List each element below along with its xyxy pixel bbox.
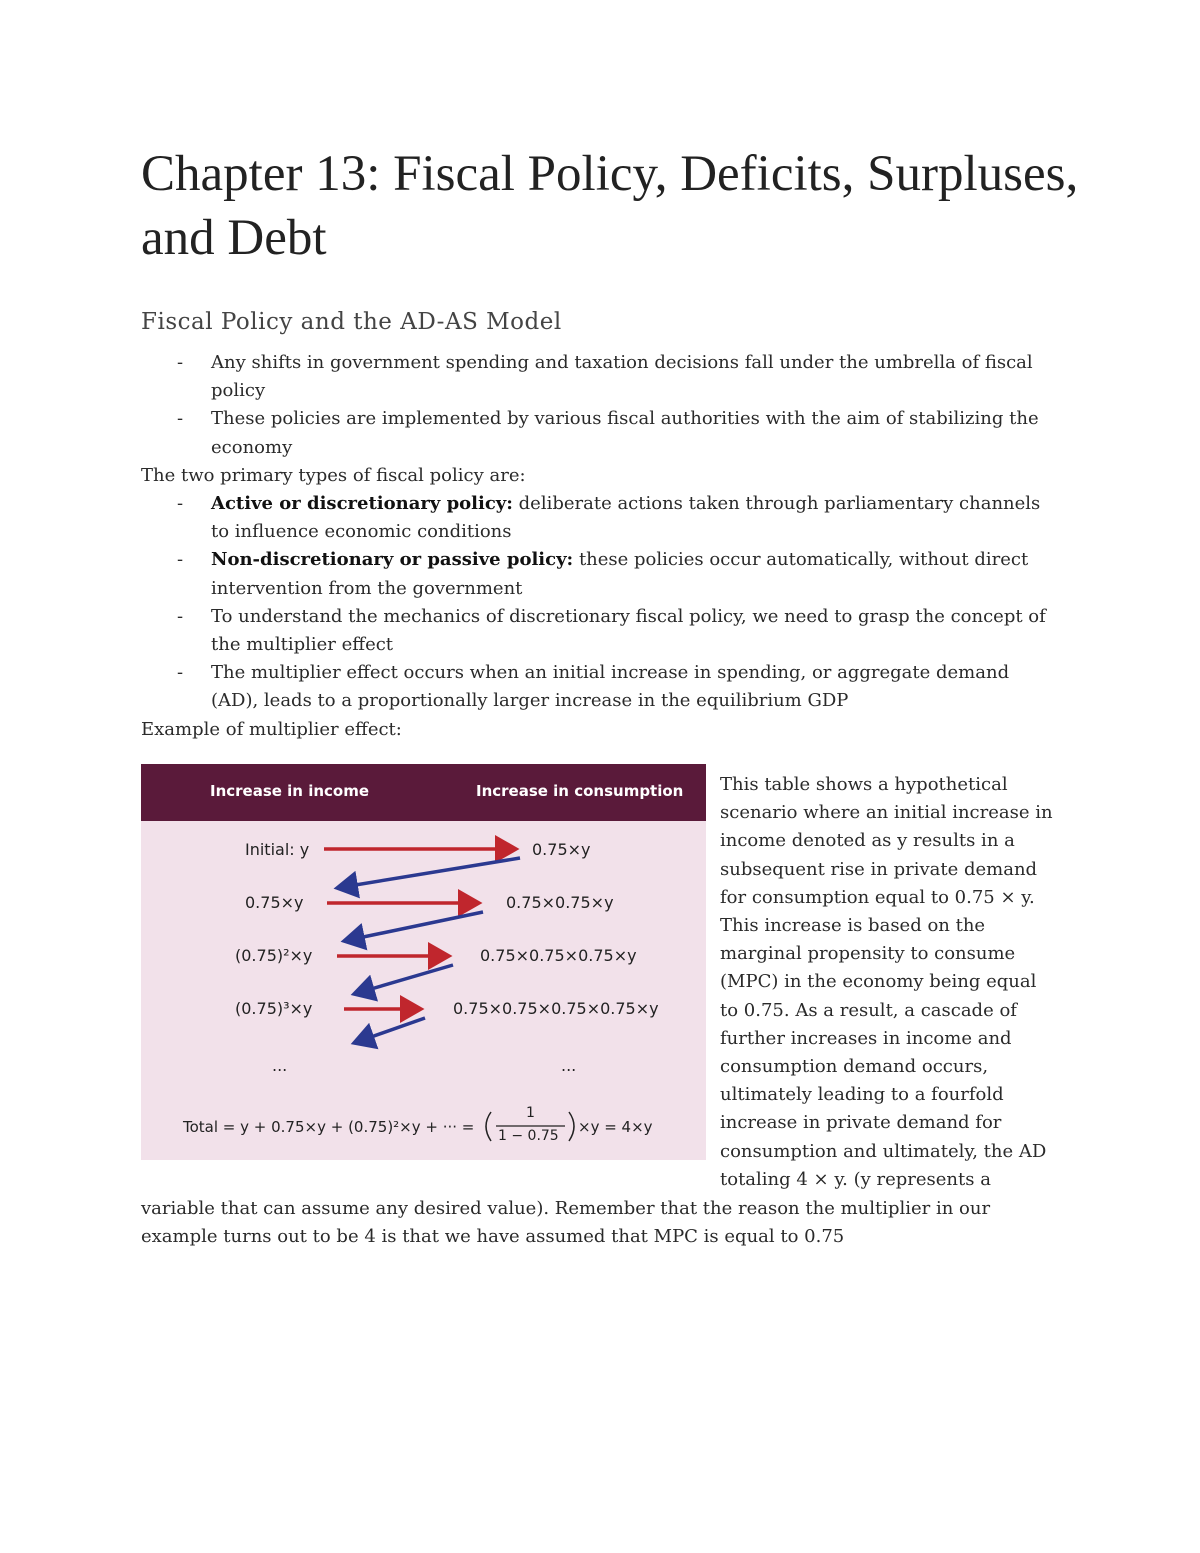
- section-heading: Fiscal Policy and the AD-AS Model: [141, 309, 562, 335]
- list-item-text: To understand the mechanics of discretionary fiscal policy, we need to grasp the concept of the multiplier effect: [211, 605, 1046, 656]
- consumption-row: 0.75×y: [532, 840, 591, 859]
- list-item-text: these policies occur automatically, without direct intervention from the government: [211, 549, 1029, 599]
- blue-arrow: [337, 858, 520, 888]
- list-item: [141, 349, 1061, 405]
- income-row: 0.75×y: [245, 893, 304, 912]
- list-item: [141, 603, 1061, 659]
- list-item-text: The multiplier effect occurs when an initial increase in spending, or aggregate demand (AD), leads to a proportionally larger increase in the equilibrium GDP: [211, 662, 1010, 712]
- continuation-paragraph: variable that can assume any desired value). Remember that the reason the multiplier in our example turns out to be 4 is that we have assumed that MPC is equal to 0.75: [141, 1198, 991, 1248]
- bullet-dash: -: [177, 662, 184, 684]
- chapter-title: Chapter 13: Fiscal Policy, Deficits, Surpluses, and Debt: [141, 146, 1079, 266]
- bullet-list-2: [141, 490, 1061, 716]
- section-body: [141, 349, 1061, 744]
- list-item-text: deliberate actions taken through parliamentary channels to influence economic conditions: [211, 493, 1041, 543]
- blue-arrow: [354, 1018, 425, 1043]
- consumption-row: 0.75×0.75×y: [506, 893, 614, 912]
- multiplier-figure: [141, 764, 706, 1160]
- figure-caption-paragraph: This table shows a hypothetical scenario where an initial increase in income denoted as y results in a subsequent rise in private demand for consumption equal to 0.75 × y. This increase is based on the marginal propensity to consume (MPC) in the economy being equal to 0.75. As a result, a cascade of further increases in income and consumption demand occurs, ultimately leading to a fourfold increase in private demand for consumption and ultimately, the AD totaling 4 × y. (y represents a: [720, 774, 1053, 1190]
- consumption-row: ...: [561, 1056, 577, 1075]
- header-income: Increase in income: [210, 782, 370, 800]
- bullet-dash: -: [177, 408, 184, 430]
- list-item-text: These policies are implemented by various fiscal authorities with the aim of stabilizing the economy: [211, 408, 1039, 458]
- consumption-row: 0.75×0.75×0.75×y: [480, 946, 637, 965]
- bullet-dash: -: [177, 493, 184, 515]
- total-prefix: Total = y + 0.75×y + (0.75)²×y + ··· =: [183, 1118, 475, 1136]
- list-item-text: Any shifts in government spending and taxation decisions fall under the umbrella of fiscal policy: [211, 352, 1033, 402]
- list-item: [141, 405, 1061, 461]
- list-item: [141, 659, 1061, 715]
- list-item: [141, 546, 1061, 602]
- fraction-numerator: 1: [526, 1105, 535, 1121]
- income-row: ...: [272, 1056, 288, 1075]
- total-suffix: ×y = 4×y: [578, 1118, 653, 1136]
- income-row: Initial: y: [245, 840, 310, 859]
- fraction-paren-left: [486, 1112, 491, 1141]
- bullet-dash: -: [177, 352, 184, 373]
- header-consumption: Increase in consumption: [476, 782, 684, 800]
- blue-arrow: [344, 912, 483, 941]
- income-row: (0.75)³×y: [235, 999, 313, 1018]
- fraction-paren-right: [569, 1112, 574, 1141]
- consumption-row: 0.75×0.75×0.75×0.75×y: [453, 999, 659, 1018]
- list-item: [141, 490, 1061, 546]
- bullet-list-1: [141, 349, 1061, 462]
- example-label: Example of multiplier effect:: [141, 718, 402, 740]
- bullet-dash: -: [177, 605, 184, 627]
- term-bold: Active or discretionary policy:: [211, 493, 513, 515]
- blue-arrow: [354, 965, 453, 994]
- income-row: (0.75)²×y: [235, 946, 313, 965]
- fraction-denominator: 1 − 0.75: [498, 1128, 559, 1144]
- types-intro: The two primary types of fiscal policy are:: [141, 464, 526, 486]
- bullet-dash: -: [177, 549, 184, 571]
- term-bold: Non-discretionary or passive policy:: [211, 549, 574, 571]
